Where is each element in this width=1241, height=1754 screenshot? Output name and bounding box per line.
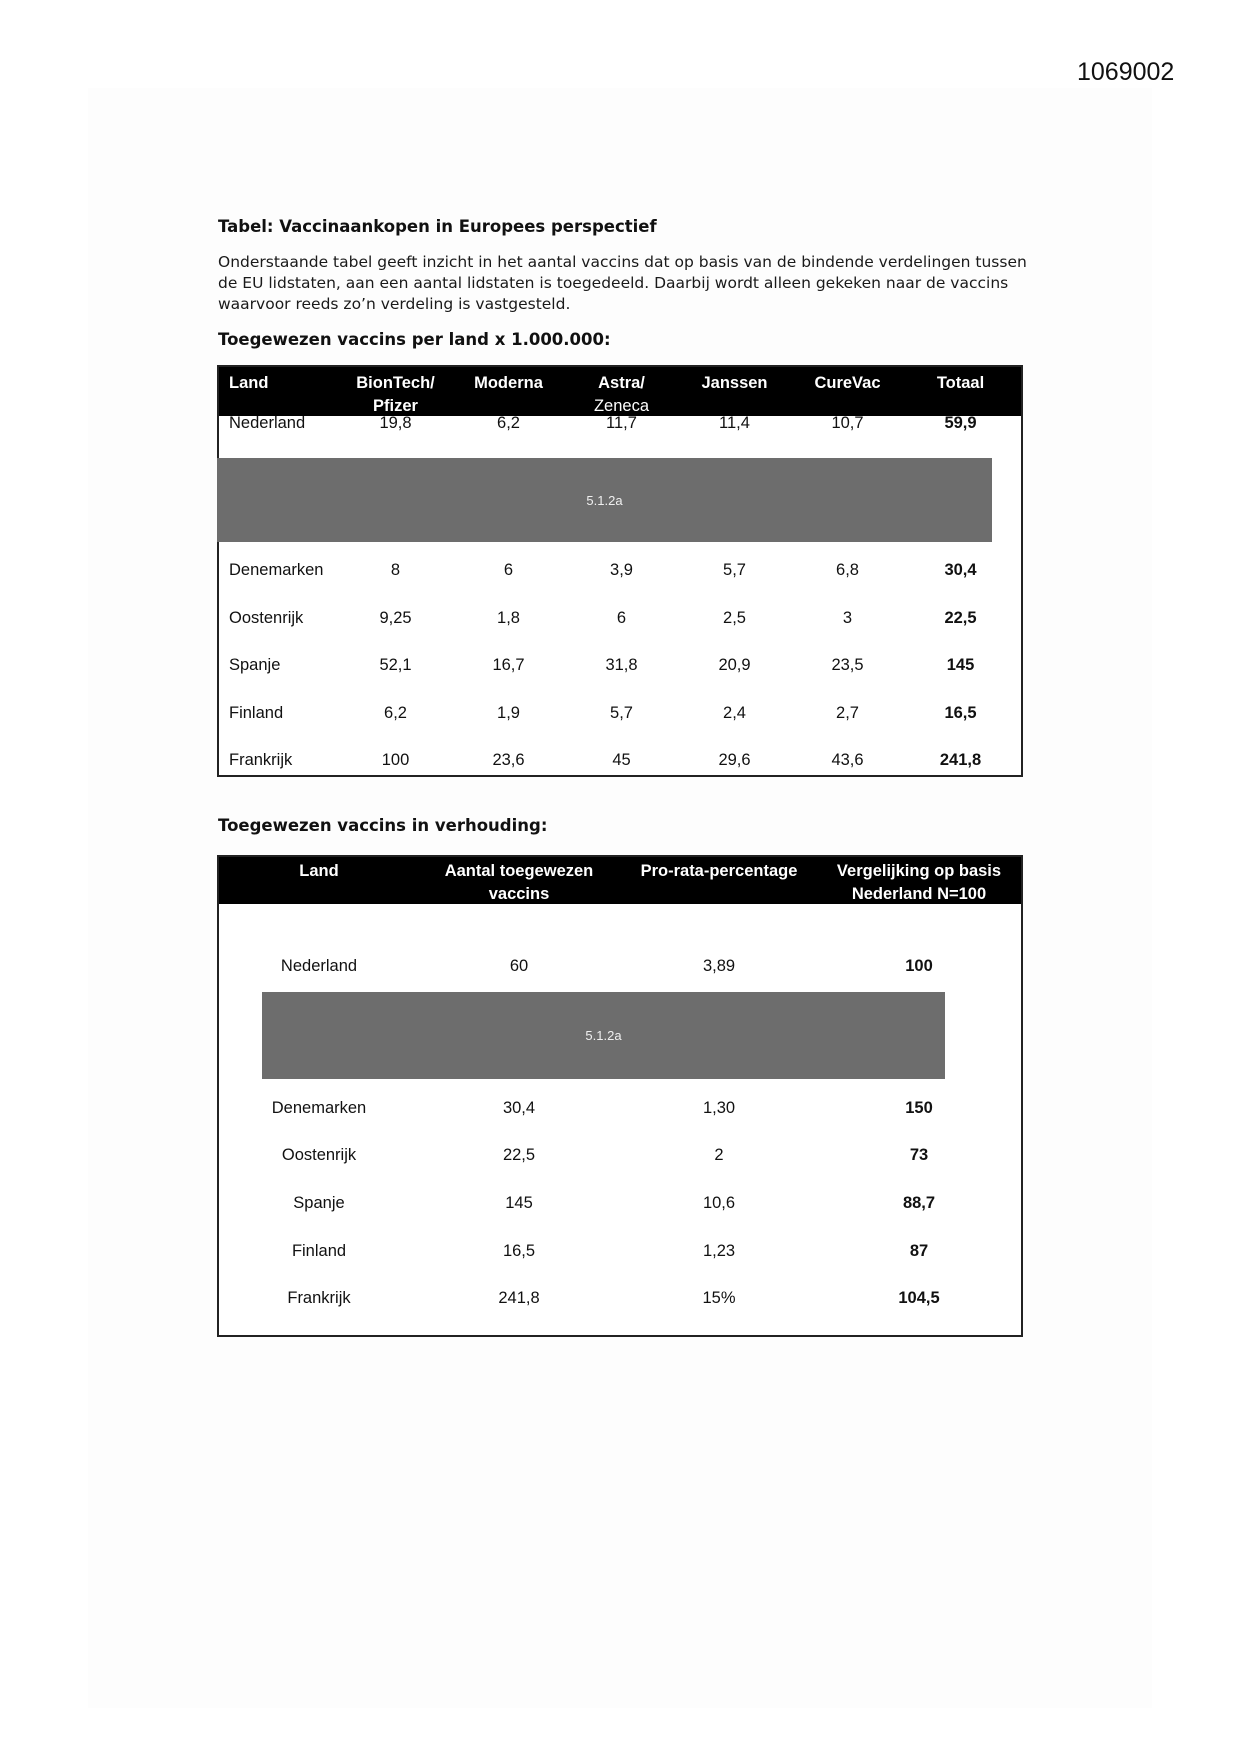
- cell-value: 1,30: [702, 1099, 736, 1117]
- cell-value: 5,7: [723, 561, 746, 579]
- cell-value: 2,7: [836, 704, 859, 722]
- cell-total: 241,8: [939, 751, 982, 769]
- cell-value: 1,23: [702, 1242, 736, 1260]
- cell-value: 15%: [702, 1289, 736, 1307]
- cell-value: 22,5: [502, 1146, 536, 1164]
- column-header-curevac: CureVac: [814, 374, 881, 392]
- cell-value: 23,5: [831, 656, 864, 674]
- cell-value: 9,25: [379, 609, 412, 627]
- cell-value: 11,4: [719, 414, 750, 432]
- table2-heading: Toegewezen vaccins in verhouding:: [218, 816, 548, 835]
- cell-country: Spanje: [229, 656, 281, 674]
- cell-value: 145: [505, 1194, 533, 1212]
- cell-value: 45: [612, 751, 631, 769]
- cell-country: Nederland: [280, 957, 358, 975]
- cell-value: 100: [381, 751, 410, 769]
- cell-country: Frankrijk: [229, 751, 293, 769]
- table-row: [219, 957, 1021, 976]
- cell-country: Nederland: [229, 414, 306, 432]
- column-header-pro-rata: Pro-rata-percentage: [640, 862, 798, 880]
- column-header-astrazeneca: Astra/ Zeneca: [593, 374, 650, 415]
- table-row: [219, 1146, 1021, 1165]
- column-header-totaal: Totaal: [936, 374, 985, 392]
- cell-value: 16,7: [492, 656, 525, 674]
- cell-country: Finland: [291, 1242, 347, 1260]
- table-row: [219, 704, 1021, 723]
- cell-value: 60: [509, 957, 529, 975]
- cell-comparison: 104,5: [898, 1289, 940, 1307]
- cell-country: Frankrijk: [287, 1289, 351, 1307]
- cell-value: 30,4: [502, 1099, 536, 1117]
- cell-comparison: 73: [909, 1146, 929, 1164]
- cell-country: Finland: [229, 704, 284, 722]
- column-header-aantal-toegewezen: Aantal toegewezen vaccins: [444, 862, 594, 903]
- table-header: [219, 857, 1021, 904]
- cell-value: 5,7: [610, 704, 633, 722]
- cell-value: 10,7: [831, 414, 864, 432]
- column-header-moderna: Moderna: [474, 374, 543, 392]
- cell-value: 2,5: [723, 609, 746, 627]
- cell-value: 1,8: [497, 609, 520, 627]
- cell-value: 6,8: [836, 561, 859, 579]
- cell-value: 23,6: [492, 751, 525, 769]
- cell-value: 6: [616, 609, 627, 627]
- cell-country: Spanje: [293, 1194, 345, 1212]
- cell-value: 2: [714, 1146, 724, 1164]
- cell-country: Denemarken: [229, 561, 324, 579]
- table1-heading: Toegewezen vaccins per land x 1.000.000:: [218, 330, 611, 349]
- cell-total: 16,5: [944, 704, 977, 722]
- table-row: [219, 1289, 1021, 1308]
- cell-value: 6,2: [497, 414, 520, 432]
- cell-country: Oostenrijk: [281, 1146, 357, 1164]
- column-header-vergelijking: Vergelijking op basis Nederland N=100: [836, 862, 1002, 903]
- cell-value: 241,8: [498, 1289, 540, 1307]
- cell-country: Oostenrijk: [229, 609, 304, 627]
- cell-value: 2,4: [723, 704, 746, 722]
- cell-value: 3,9: [610, 561, 633, 579]
- vaccines-ratio-table: [217, 855, 1023, 1337]
- table-row: [219, 1194, 1021, 1213]
- column-header-land: Land: [299, 862, 339, 880]
- cell-value: 16,5: [502, 1242, 536, 1260]
- cell-value: 29,6: [718, 751, 751, 769]
- table-row: [219, 414, 1021, 433]
- cell-value: 19,8: [379, 414, 412, 432]
- cell-value: 43,6: [831, 751, 864, 769]
- cell-comparison: 88,7: [902, 1194, 936, 1212]
- table-row: [219, 561, 1021, 580]
- table-row: [219, 656, 1021, 675]
- cell-total: 59,9: [944, 414, 977, 432]
- cell-total: 30,4: [944, 561, 977, 579]
- cell-total: 22,5: [944, 609, 977, 627]
- cell-value: 6: [503, 561, 514, 579]
- cell-value: 3: [842, 609, 853, 627]
- redaction-block: 5.1.2a: [262, 992, 945, 1079]
- cell-value: 52,1: [379, 656, 412, 674]
- cell-country: Denemarken: [271, 1099, 367, 1117]
- cell-value: 3,89: [702, 957, 736, 975]
- cell-value: 10,6: [702, 1194, 736, 1212]
- cell-comparison: 100: [905, 957, 933, 975]
- intro-paragraph: Onderstaande tabel geeft inzicht in het aantal vaccins dat op basis van de bindende verdelingen tussen de EU lidstaten, aan een aantal lidstaten is toegedeeld. Daarbij wordt alleen gekeken naar de vaccins waarvoor reeds zo’n verdeling is vastgesteld.: [218, 253, 1027, 313]
- table-row: [219, 609, 1021, 628]
- cell-comparison: 150: [905, 1099, 933, 1117]
- cell-value: 6,2: [384, 704, 407, 722]
- column-header-biontech-pfizer: BionTech/ Pfizer: [356, 374, 435, 415]
- cell-comparison: 87: [909, 1242, 929, 1260]
- table-row: [219, 1242, 1021, 1261]
- column-header-janssen: Janssen: [701, 374, 768, 392]
- cell-value: 11,7: [606, 414, 637, 432]
- document-number: 1069002: [1077, 58, 1175, 86]
- column-header-land: Land: [229, 374, 269, 392]
- vaccines-per-country-table: [217, 365, 1023, 777]
- table-header: [219, 367, 1021, 416]
- cell-value: 1,9: [497, 704, 520, 722]
- cell-value: 31,8: [605, 656, 638, 674]
- table-row: [219, 1099, 1021, 1118]
- redaction-block: 5.1.2a: [217, 458, 992, 542]
- cell-value: 8: [390, 561, 401, 579]
- page-title: Tabel: Vaccinaankopen in Europees perspectief: [218, 217, 657, 236]
- cell-total: 145: [946, 656, 975, 674]
- table-row: [219, 751, 1021, 770]
- cell-value: 20,9: [718, 656, 751, 674]
